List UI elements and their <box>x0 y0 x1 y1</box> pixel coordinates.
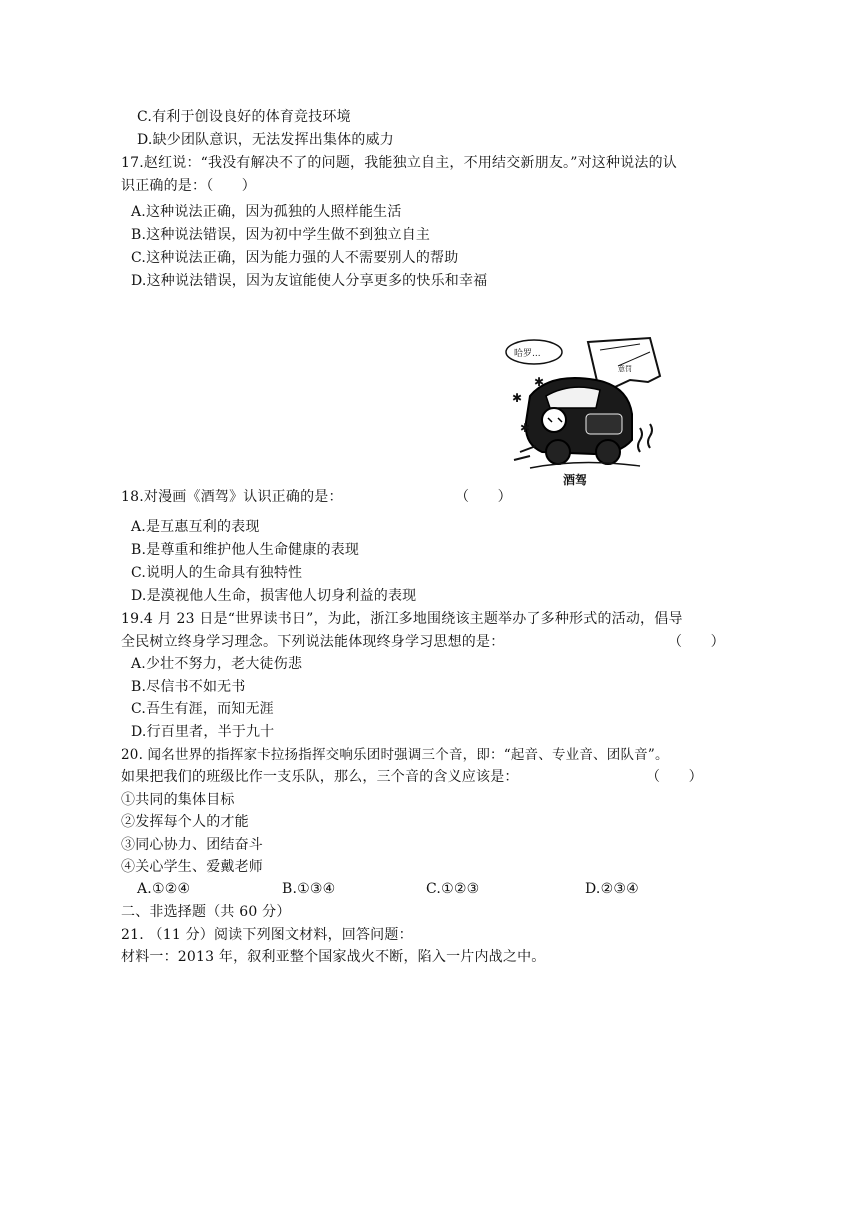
q21-stem: 21. （11 分）阅读下列图文材料，回答问题： <box>121 927 413 943</box>
q18-option-c: C.说明人的生命具有独特性 <box>131 565 303 581</box>
svg-text:✱: ✱ <box>520 421 531 435</box>
q19-option-b: B.尽信书不如无书 <box>131 679 246 695</box>
q17-option-a: A.这种说法正确，因为孤独的人照样能生活 <box>131 204 402 220</box>
q18-answer-paren: （ ） <box>455 489 512 505</box>
driver-head <box>542 408 566 432</box>
q18-option-b: B.是尊重和维护他人生命健康的表现 <box>131 542 360 558</box>
section-title: 二、非选择题（共 60 分） <box>121 904 291 920</box>
svg-text:✱: ✱ <box>512 391 523 405</box>
svg-text:✱: ✱ <box>534 375 545 389</box>
q17-stem-line1: 17.赵红说：“我没有解决不了的问题，我能独立自主，不用结交新朋友。”对这种说法的认 <box>121 155 677 171</box>
q18-option-d: D.是漠视他人生命，损害他人切身利益的表现 <box>131 588 417 604</box>
q21-material-1: 材料一：2013 年，叙利亚整个国家战火不断，陷入一片内战之中。 <box>121 949 546 965</box>
q20-item-2: ②发挥每个人的才能 <box>121 814 249 830</box>
q17-option-c: C.这种说法正确，因为能力强的人不需要别人的帮助 <box>131 250 459 266</box>
q19-option-d: D.行百里者，半于九十 <box>131 724 275 740</box>
q19-stem-line1: 19.4 月 23 日是“世界读书日”，为此，浙江多地围绕该主题举办了多种形式的活动，倡导 <box>121 611 683 627</box>
q20-option-b: B.①③④ <box>282 881 336 897</box>
svg-text:意罚: 意罚 <box>618 365 632 373</box>
drunk-driving-cartoon <box>500 336 662 482</box>
speech-text: 哈罗... <box>514 349 541 359</box>
q19-answer-paren: （ ） <box>668 634 725 650</box>
q19-option-a: A.少壮不努力，老大徒伤悲 <box>131 656 303 672</box>
q20-item-4: ④关心学生、爱戴老师 <box>121 859 263 875</box>
q20-stem-line2: 如果把我们的班级比作一支乐队，那么，三个音的含义应该是： <box>121 769 519 785</box>
q17-stem-line2: 识正确的是：（ ） <box>121 178 256 194</box>
q20-item-1: ①共同的集体目标 <box>121 792 235 808</box>
q18-stem <box>121 488 343 506</box>
q18-option-a: A.是互惠互利的表现 <box>131 519 260 535</box>
q20-stem-line1: 20. 闻名世界的指挥家卡拉扬指挥交响乐团时强调三个音，即：“起音、专业音、团队音”。 <box>121 747 669 763</box>
q16-option-c: C.有利于创设良好的体育竞技环境 <box>137 109 351 125</box>
q20-option-d: D.②③④ <box>585 881 639 897</box>
q16-option-d: D.缺少团队意识，无法发挥出集体的威力 <box>137 132 394 148</box>
q18-stem-text: 18.对漫画《酒驾》认识正确的是： <box>121 489 343 505</box>
q17-option-d: D.这种说法错误，因为友谊能使人分享更多的快乐和幸福 <box>131 273 488 289</box>
q20-answer-paren: （ ） <box>646 769 703 785</box>
q17-option-b: B.这种说法错误，因为初中学生做不到独立自主 <box>131 227 431 243</box>
q19-stem-line2: 全民树立终身学习理念。下列说法能体现终身学习思想的是： <box>121 634 505 650</box>
q20-item-3: ③同心协力、团结奋斗 <box>121 837 263 853</box>
comic-caption: 酒驾 <box>563 473 588 487</box>
q20-option-a: A.①②④ <box>137 881 191 897</box>
q19-option-c: C.吾生有涯，而知无涯 <box>131 701 274 717</box>
q20-option-c: C.①②③ <box>426 881 480 897</box>
